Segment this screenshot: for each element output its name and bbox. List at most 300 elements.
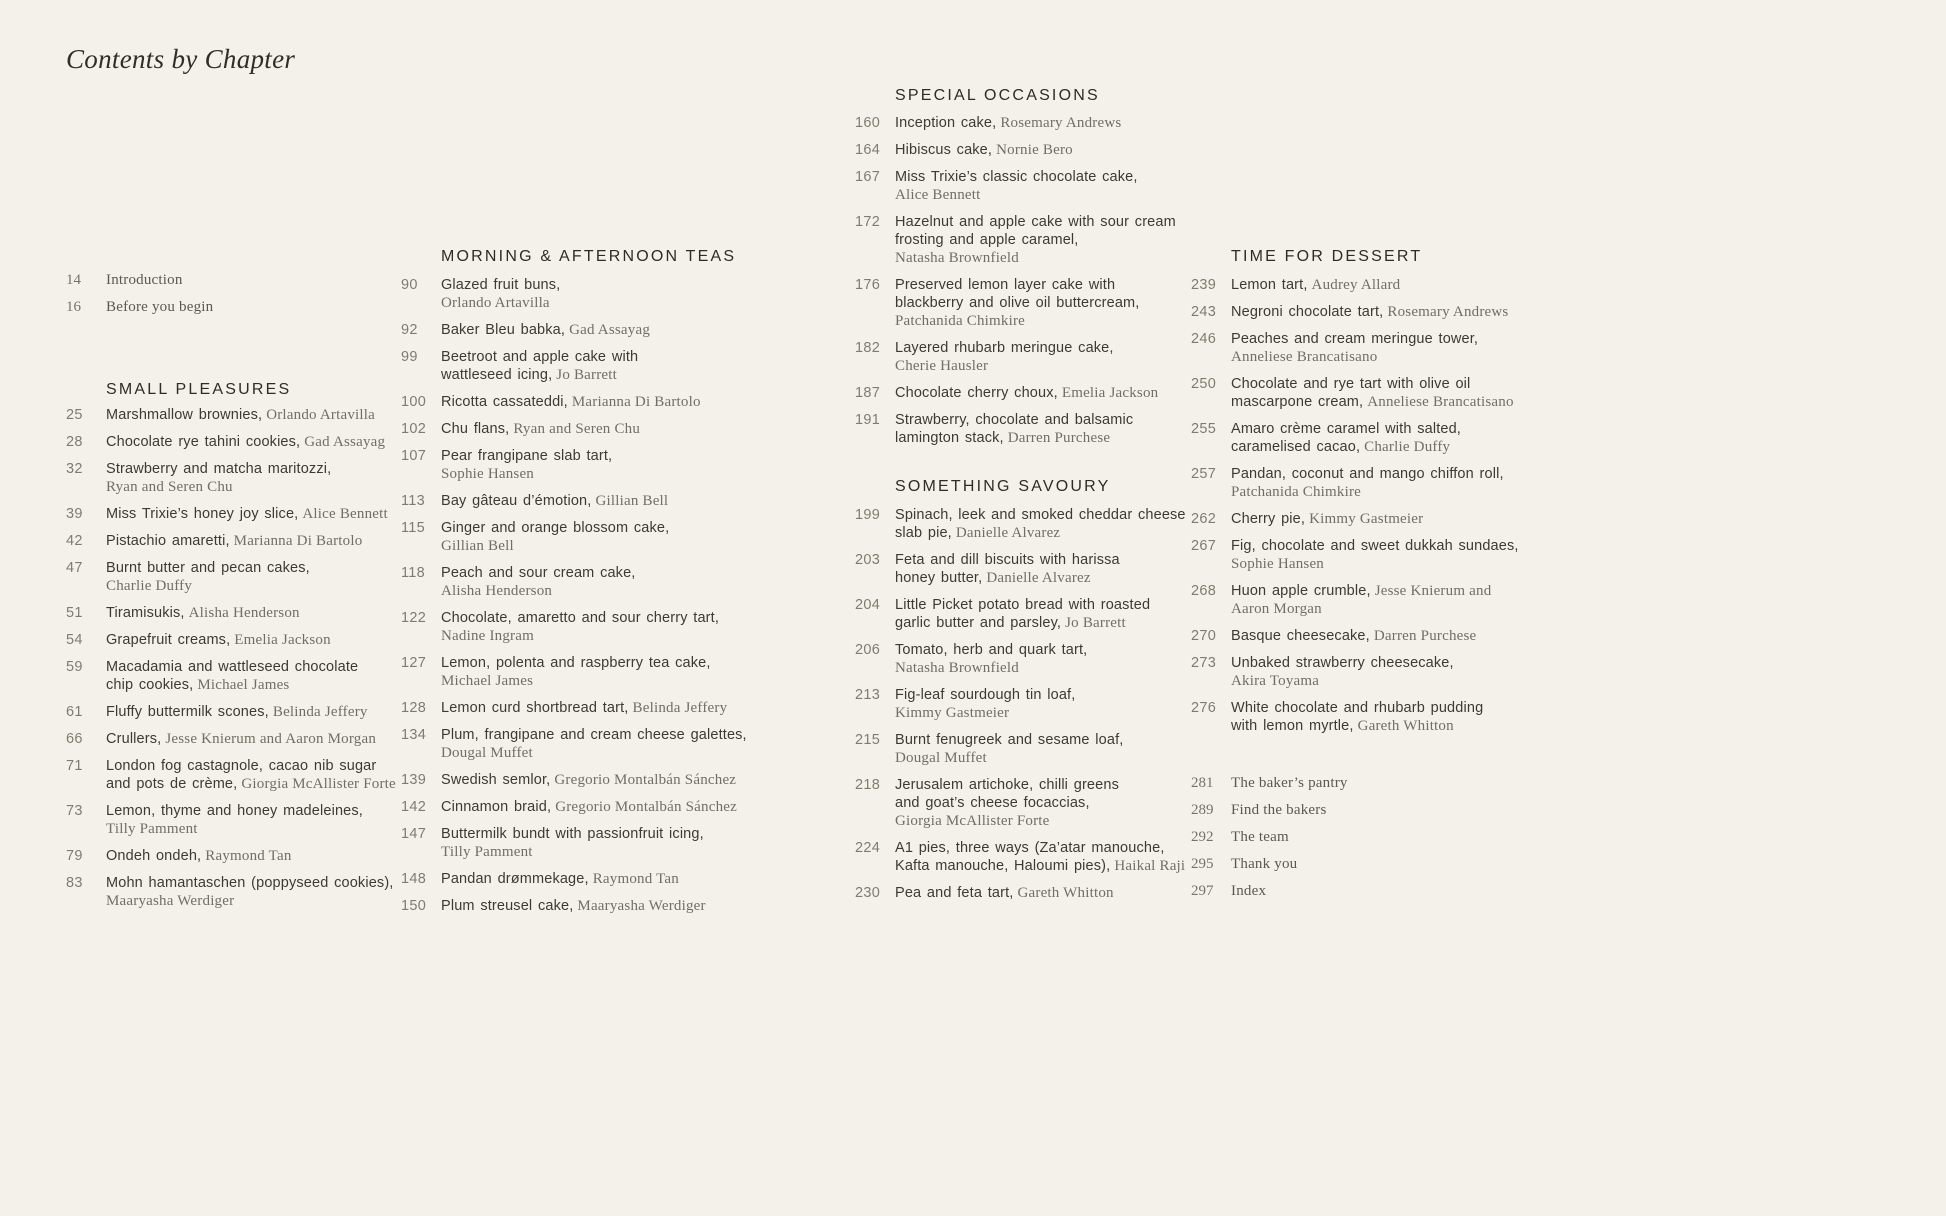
entry-title: Ricotta cassateddi, — [441, 394, 568, 410]
toc-entry — [66, 532, 401, 550]
entry-author: Danielle Alvarez — [955, 525, 1061, 541]
entry-text — [1231, 654, 1454, 690]
toc-entry — [855, 168, 1195, 204]
entry-text — [106, 460, 331, 496]
toc-entry — [66, 559, 401, 595]
entry-page-number: 128 — [401, 700, 427, 716]
entry-title: Amaro crème caramel with salted, — [1231, 421, 1461, 437]
toc-entry — [855, 506, 1195, 542]
entry-title: Preserved lemon layer cake with — [895, 277, 1116, 293]
entry-title: Lemon tart, — [1231, 277, 1308, 293]
entry-title: Fig-leaf sourdough tin loaf, — [895, 687, 1076, 703]
entry-title: Swedish semlor, — [441, 772, 551, 788]
entry-author: Aaron Morgan — [1231, 601, 1322, 617]
entry-title: with lemon myrtle, — [1231, 718, 1354, 734]
section-entries — [1191, 276, 1551, 735]
entry-page-number: 150 — [401, 898, 427, 914]
entry-author: Giorgia McAllister Forte — [895, 813, 1050, 829]
entry-text — [106, 703, 368, 721]
entry-page-number: 147 — [401, 826, 427, 842]
entry-title: Peach and sour cream cake, — [441, 565, 636, 581]
entry-title: and goat’s cheese focaccias, — [895, 795, 1090, 811]
entry-page-number: 270 — [1191, 628, 1217, 644]
entry-text — [441, 609, 719, 645]
entry-page-number: 239 — [1191, 277, 1217, 293]
matter-label: Before you begin — [106, 299, 214, 315]
entry-author: Dougal Muffet — [895, 750, 987, 766]
entry-text — [895, 384, 1158, 402]
entry-title: Buttermilk bundt with passionfruit icing, — [441, 826, 704, 842]
entry-author: Anneliese Brancatisano — [1231, 349, 1378, 365]
toc-entry — [855, 776, 1195, 830]
toc-entry — [66, 703, 401, 721]
entry-title: Chocolate and rye tart with olive oil — [1231, 376, 1471, 392]
section-entries — [401, 276, 821, 915]
toc-entry — [855, 276, 1195, 330]
entry-author: Belinda Jeffery — [272, 704, 368, 720]
entry-text — [441, 276, 560, 312]
entry-title: Chocolate rye tahini cookies, — [106, 434, 301, 450]
entry-text — [1231, 465, 1504, 501]
entry-title: and pots de crème, — [106, 776, 238, 792]
matter-row — [1191, 882, 1551, 900]
entry-text — [895, 776, 1119, 830]
matter-row — [1191, 855, 1551, 873]
entry-author: Alice Bennett — [895, 187, 981, 203]
entry-page-number: 148 — [401, 871, 427, 887]
entry-title: Pandan drømmekage, — [441, 871, 589, 887]
entry-author: Darren Purchese — [1007, 430, 1111, 446]
entry-text — [1231, 699, 1483, 735]
entry-text — [895, 641, 1087, 677]
entry-title: Ginger and orange blossom cake, — [441, 520, 670, 536]
toc-entry — [66, 631, 401, 649]
entry-page-number: 59 — [66, 659, 83, 675]
entry-author: Nornie Bero — [996, 142, 1073, 158]
toc-entry — [401, 609, 821, 645]
matter-page-number: 14 — [66, 272, 81, 288]
entry-page-number: 39 — [66, 506, 83, 522]
entry-author: Dougal Muffet — [441, 745, 533, 761]
toc-entry — [401, 393, 821, 411]
toc-entry — [401, 348, 821, 384]
entry-text — [106, 847, 292, 865]
entry-title: slab pie, — [895, 525, 952, 541]
toc-entry — [401, 654, 821, 690]
entry-page-number: 164 — [855, 142, 881, 158]
entry-title: Pea and feta tart, — [895, 885, 1014, 901]
entry-page-number: 42 — [66, 533, 83, 549]
entry-page-number: 267 — [1191, 538, 1217, 554]
entry-title: Spinach, leek and smoked cheddar cheese — [895, 507, 1186, 523]
entry-text — [441, 699, 727, 717]
entry-text — [106, 730, 376, 748]
entry-author: Jo Barrett — [1065, 615, 1126, 631]
entry-title: frosting and apple caramel, — [895, 232, 1079, 248]
entry-author: Maaryasha Werdiger — [106, 893, 235, 909]
entry-text — [1231, 303, 1508, 321]
entry-text — [441, 447, 612, 483]
entry-text — [441, 798, 737, 816]
entry-page-number: 262 — [1191, 511, 1217, 527]
toc-entry — [66, 658, 401, 694]
toc-entry — [401, 321, 821, 339]
entry-title: Burnt butter and pecan cakes, — [106, 560, 310, 576]
entry-title: Lemon curd shortbread tart, — [441, 700, 629, 716]
entry-page-number: 142 — [401, 799, 427, 815]
section-entries — [855, 506, 1195, 902]
entry-title: Grapefruit creams, — [106, 632, 231, 648]
matter-row — [66, 271, 401, 289]
entry-title: garlic butter and parsley, — [895, 615, 1062, 631]
entry-text — [106, 874, 393, 910]
toc-entry — [855, 551, 1195, 587]
matter-row — [66, 298, 401, 316]
entry-text — [441, 654, 711, 690]
column-1 — [66, 271, 401, 919]
entry-text — [1231, 276, 1400, 294]
toc-entry — [855, 384, 1195, 402]
entry-author: Kimmy Gastmeier — [895, 705, 1010, 721]
entry-author: Patchanida Chimkire — [895, 313, 1026, 329]
entry-page-number: 25 — [66, 407, 83, 423]
entry-title: White chocolate and rhubarb pudding — [1231, 700, 1484, 716]
entry-author: Gregorio Montalbán Sánchez — [554, 772, 737, 788]
matter-page-number: 295 — [1191, 856, 1214, 872]
entry-page-number: 32 — [66, 461, 83, 477]
entry-title: Lemon, polenta and raspberry tea cake, — [441, 655, 711, 671]
entry-title: Kafta manouche, Haloumi pies), — [895, 858, 1111, 874]
matter-label: The team — [1231, 829, 1289, 845]
entry-author: Emelia Jackson — [1061, 385, 1159, 401]
entry-title: Baker Bleu babka, — [441, 322, 566, 338]
entry-title: Plum, frangipane and cream cheese galettes, — [441, 727, 747, 743]
entry-author: Nadine Ingram — [441, 628, 534, 644]
toc-entry — [855, 339, 1195, 375]
entry-page-number: 100 — [401, 394, 427, 410]
section-heading: SMALL PLEASURES — [106, 381, 292, 398]
entry-title: Peaches and cream meringue tower, — [1231, 331, 1479, 347]
entry-text — [441, 564, 635, 600]
toc-entry — [401, 276, 821, 312]
entry-author: Sophie Hansen — [441, 466, 535, 482]
entry-text — [895, 411, 1133, 447]
matter-label: Introduction — [106, 272, 183, 288]
entry-text — [441, 897, 706, 915]
entry-title: lamington stack, — [895, 430, 1004, 446]
entry-text — [1231, 582, 1491, 618]
section-heading: SOMETHING SAVOURY — [895, 478, 1111, 495]
entry-title: Chocolate cherry choux, — [895, 385, 1058, 401]
entry-page-number: 218 — [855, 777, 881, 793]
toc-entry — [401, 726, 821, 762]
entry-page-number: 276 — [1191, 700, 1217, 716]
entry-page-number: 79 — [66, 848, 83, 864]
toc-entry — [1191, 303, 1551, 321]
entry-author: Tilly Pamment — [106, 821, 198, 837]
entry-text — [895, 213, 1176, 267]
entry-title: Hazelnut and apple cake with sour cream — [895, 214, 1176, 230]
entry-text — [441, 393, 701, 411]
entry-text — [441, 870, 679, 888]
entry-text — [106, 433, 385, 451]
front-matter-list — [66, 271, 401, 316]
entry-page-number: 127 — [401, 655, 427, 671]
entry-page-number: 113 — [401, 493, 426, 509]
matter-page-number: 289 — [1191, 802, 1214, 818]
column-4 — [1191, 247, 1551, 909]
page-title: Contents by Chapter — [66, 44, 296, 74]
entry-text — [106, 559, 310, 595]
toc-entry — [401, 492, 821, 510]
entry-author: Marianna Di Bartolo — [571, 394, 701, 410]
entry-author: Raymond Tan — [592, 871, 679, 887]
entry-title: Miss Trixie’s honey joy slice, — [106, 506, 299, 522]
entry-author: Danielle Alvarez — [986, 570, 1091, 586]
section-time-for-dessert — [1191, 247, 1551, 735]
entry-text — [441, 420, 640, 438]
entry-page-number: 139 — [401, 772, 427, 788]
entry-text — [895, 839, 1185, 875]
entry-author: Sophie Hansen — [1231, 556, 1325, 572]
toc-entry — [855, 213, 1195, 267]
entry-author: Ryan and Seren Chu — [513, 421, 641, 437]
toc-entry — [66, 460, 401, 496]
entry-author: Tilly Pamment — [441, 844, 533, 860]
section-small-pleasures — [66, 380, 401, 910]
toc-entry — [66, 847, 401, 865]
entry-page-number: 191 — [855, 412, 881, 428]
entry-page-number: 199 — [855, 507, 881, 523]
entry-page-number: 115 — [401, 520, 426, 536]
toc-entry — [401, 447, 821, 483]
entry-title: Strawberry and matcha maritozzi, — [106, 461, 332, 477]
entry-page-number: 255 — [1191, 421, 1217, 437]
column-3 — [855, 86, 1195, 911]
toc-entry — [1191, 330, 1551, 366]
entry-author: Charlie Duffy — [1364, 439, 1451, 455]
entry-title: Inception cake, — [895, 115, 997, 131]
entry-text — [441, 492, 668, 510]
entry-title: Negroni chocolate tart, — [1231, 304, 1384, 320]
entry-text — [895, 339, 1114, 375]
entry-author: Raymond Tan — [205, 848, 292, 864]
entry-title: Tiramisukis, — [106, 605, 185, 621]
entry-title: Glazed fruit buns, — [441, 277, 561, 293]
entry-text — [895, 884, 1114, 902]
entry-author: Orlando Artavilla — [266, 407, 375, 423]
toc-entry — [401, 897, 821, 915]
entry-title: Ondeh ondeh, — [106, 848, 202, 864]
entry-text — [895, 141, 1073, 159]
entry-author: Kimmy Gastmeier — [1309, 511, 1424, 527]
entry-author: Audrey Allard — [1311, 277, 1401, 293]
entry-page-number: 224 — [855, 840, 881, 856]
section-heading: MORNING & AFTERNOON TEAS — [441, 248, 737, 265]
entry-title: Unbaked strawberry cheesecake, — [1231, 655, 1454, 671]
entry-page-number: 230 — [855, 885, 881, 901]
entry-page-number: 66 — [66, 731, 83, 747]
entry-page-number: 243 — [1191, 304, 1217, 320]
entry-page-number: 167 — [855, 169, 881, 185]
entry-author: Gillian Bell — [595, 493, 669, 509]
entry-title: wattleseed icing, — [441, 367, 553, 383]
entry-page-number: 47 — [66, 560, 83, 576]
entry-author: Patchanida Chimkire — [1231, 484, 1362, 500]
toc-entry — [855, 411, 1195, 447]
entry-author: Marianna Di Bartolo — [233, 533, 363, 549]
entry-text — [106, 757, 396, 793]
entry-text — [106, 532, 362, 550]
entry-author: Gareth Whitton — [1017, 885, 1114, 901]
entry-page-number: 71 — [66, 758, 83, 774]
toc-entry — [855, 141, 1195, 159]
entry-author: Gad Assayag — [304, 434, 386, 450]
entry-page-number: 172 — [855, 214, 881, 230]
entry-text — [441, 519, 669, 555]
entry-page-number: 122 — [401, 610, 427, 626]
entry-page-number: 203 — [855, 552, 881, 568]
entry-page-number: 118 — [401, 565, 426, 581]
entry-text — [1231, 510, 1423, 528]
entry-author: Akira Toyama — [1231, 673, 1320, 689]
entry-page-number: 92 — [401, 322, 418, 338]
entry-title: Burnt fenugreek and sesame loaf, — [895, 732, 1124, 748]
toc-entry — [66, 730, 401, 748]
toc-entry — [66, 802, 401, 838]
entry-title: blackberry and olive oil buttercream, — [895, 295, 1140, 311]
matter-page-number: 297 — [1191, 883, 1214, 899]
entry-text — [1231, 627, 1476, 645]
toc-entry — [401, 870, 821, 888]
entry-author: Darren Purchese — [1373, 628, 1477, 644]
entry-text — [895, 168, 1138, 204]
entry-page-number: 215 — [855, 732, 881, 748]
section-heading: TIME FOR DESSERT — [1231, 248, 1423, 265]
entry-page-number: 268 — [1191, 583, 1217, 599]
entry-title: caramelised cacao, — [1231, 439, 1361, 455]
entry-page-number: 107 — [401, 448, 427, 464]
toc-entry — [1191, 276, 1551, 294]
entry-text — [895, 731, 1123, 767]
section-entries — [855, 114, 1195, 447]
toc-entry — [401, 564, 821, 600]
matter-row — [1191, 774, 1551, 792]
entry-page-number: 213 — [855, 687, 881, 703]
entry-author: Gregorio Montalbán Sánchez — [555, 799, 737, 815]
toc-entry — [1191, 375, 1551, 411]
entry-title: A1 pies, three ways (Za’atar manouche, — [895, 840, 1165, 856]
matter-label: The baker’s pantry — [1231, 775, 1348, 791]
entry-author: Cherie Hausler — [895, 358, 989, 374]
toc-entry — [1191, 510, 1551, 528]
entry-text — [895, 551, 1120, 587]
entry-title: Cherry pie, — [1231, 511, 1306, 527]
entry-title: Mohn hamantaschen (poppyseed cookies), — [106, 875, 394, 891]
toc-entry — [855, 731, 1195, 767]
entry-text — [1231, 330, 1478, 366]
entry-title: Pandan, coconut and mango chiffon roll, — [1231, 466, 1504, 482]
toc-entry — [1191, 420, 1551, 456]
entry-author: Haikal Raji — [1114, 858, 1186, 874]
entry-title: Huon apple crumble, — [1231, 583, 1371, 599]
entry-text — [441, 321, 650, 339]
entry-page-number: 182 — [855, 340, 881, 356]
entry-text — [441, 771, 736, 789]
entry-text — [895, 276, 1139, 330]
section-special-occasions — [855, 86, 1195, 447]
entry-title: Fluffy buttermilk scones, — [106, 704, 269, 720]
toc-entry — [855, 686, 1195, 722]
entry-text — [895, 114, 1121, 132]
entry-text — [441, 348, 638, 384]
entry-title: Feta and dill biscuits with harissa — [895, 552, 1120, 568]
entry-author: Gillian Bell — [441, 538, 514, 554]
toc-entry — [855, 884, 1195, 902]
entry-page-number: 28 — [66, 434, 83, 450]
toc-entry — [855, 839, 1195, 875]
entry-page-number: 102 — [401, 421, 427, 437]
entry-title: Hibiscus cake, — [895, 142, 993, 158]
entry-text — [895, 686, 1075, 722]
toc-entry — [66, 757, 401, 793]
entry-author: Alisha Henderson — [188, 605, 300, 621]
entry-page-number: 160 — [855, 115, 881, 131]
matter-label: Index — [1231, 883, 1267, 899]
entry-title: honey butter, — [895, 570, 983, 586]
entry-author: Natasha Brownfield — [895, 660, 1019, 676]
entry-text — [1231, 375, 1514, 411]
entry-title: Crullers, — [106, 731, 162, 747]
entry-page-number: 61 — [66, 704, 83, 720]
entry-title: Miss Trixie’s classic chocolate cake, — [895, 169, 1138, 185]
entry-author: Michael James — [197, 677, 290, 693]
toc-entry — [1191, 699, 1551, 735]
entry-author: Michael James — [441, 673, 534, 689]
entry-title: mascarpone cream, — [1231, 394, 1364, 410]
entry-title: Strawberry, chocolate and balsamic — [895, 412, 1134, 428]
entry-title: Little Picket potato bread with roasted — [895, 597, 1151, 613]
entry-author: Ryan and Seren Chu — [106, 479, 233, 495]
entry-text — [106, 658, 358, 694]
entry-title: Basque cheesecake, — [1231, 628, 1370, 644]
entry-text — [106, 406, 375, 424]
entry-page-number: 204 — [855, 597, 881, 613]
entry-title: Beetroot and apple cake with — [441, 349, 639, 365]
entry-title: Tomato, herb and quark tart, — [895, 642, 1088, 658]
matter-label: Find the bakers — [1231, 802, 1327, 818]
entry-title: Plum streusel cake, — [441, 898, 574, 914]
toc-entry — [1191, 465, 1551, 501]
entry-title: Marshmallow brownies, — [106, 407, 263, 423]
matter-page-number: 16 — [66, 299, 81, 315]
entry-text — [895, 506, 1186, 542]
toc-entry — [401, 798, 821, 816]
entry-page-number: 51 — [66, 605, 83, 621]
entry-author: Anneliese Brancatisano — [1367, 394, 1514, 410]
matter-label: Thank you — [1231, 856, 1298, 872]
entry-text — [1231, 420, 1461, 456]
entry-text — [441, 825, 704, 861]
entry-page-number: 187 — [855, 385, 881, 401]
entry-author: Belinda Jeffery — [632, 700, 728, 716]
entry-text — [895, 596, 1150, 632]
entry-page-number: 134 — [401, 727, 427, 743]
entry-author: Jo Barrett — [556, 367, 618, 383]
entry-title: Fig, chocolate and sweet dukkah sundaes, — [1231, 538, 1519, 554]
entry-title: Layered rhubarb meringue cake, — [895, 340, 1114, 356]
entry-author: Jesse Knierum and — [1374, 583, 1492, 599]
